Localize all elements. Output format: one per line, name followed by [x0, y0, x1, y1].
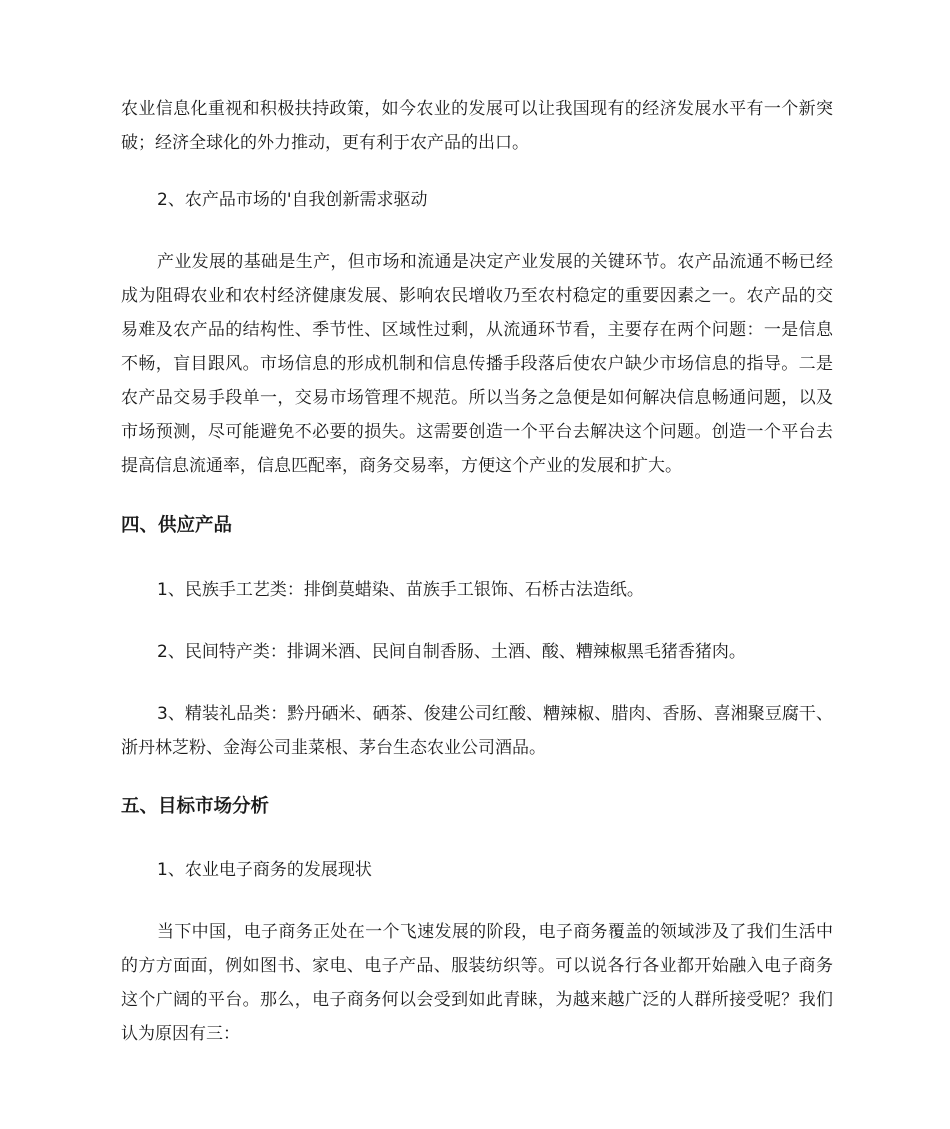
- product-item-1: 1、民族手工艺类：排倒莫蜡染、苗族手工银饰、石桥古法造纸。: [157, 580, 644, 600]
- ecom-item-1: 1、农业电子商务的发展现状: [157, 860, 372, 880]
- product-item-2: 2、民间特产类：排调米酒、民间自制香肠、土酒、酸、糟辣椒黑毛猪香猪肉。: [157, 642, 746, 662]
- ecom-paragraph: 当下中国，电子商务正处在一个飞速发展的阶段，电子商务覆盖的领域涉及了我们生活中的方方面面，例如图书、家电、电子产品、服装纺织等。可以说各行各业都开始融入电子商务这个广阔的平台。那么，电子商务何以会受到如此青睐，为越来越广泛的人群所接受呢？我们认为原因有三：: [121, 922, 833, 1044]
- product-item-3: 3、精装礼品类：黔丹硒米、硒茶、俊建公司红酸、糟辣椒、腊肉、香肠、喜湘聚豆腐干、浙丹林芝粉、金海公司韭菜根、茅台生态农业公司酒品。: [121, 704, 833, 758]
- intro-paragraph: 农业信息化重视和积极扶持政策，如今农业的发展可以让我国现有的经济发展水平有一个新突破；经济全球化的外力推动，更有利于农产品的出口。: [121, 99, 833, 153]
- heading-supply-products: 四、供应产品: [121, 515, 233, 536]
- market-paragraph: 产业发展的基础是生产，但市场和流通是决定产业发展的关键环节。农产品流通不畅已经成为阻碍农业和农村经济健康发展、影响农民增收乃至农村稳定的重要因素之一。农产品的交易难及农产品的结构性、季节性、区域性过剩，从流通环节看，主要存在两个问题：一是信息不畅，盲目跟风。市场信息的形成机制和信息传播手段落后使农户缺少市场信息的指导。二是农产品交易手段单一，交易市场管理不规范。所以当务之急便是如何解决信息畅通问题，以及市场预测，尽可能避免不必要的损失。这需要创造一个平台去解决这个问题。创造一个平台去提高信息流通率，信息匹配率，商务交易率，方便这个产业的发展和扩大。: [121, 252, 833, 476]
- market-item-2: 2、农产品市场的'自我创新需求驱动: [157, 190, 428, 210]
- heading-target-market: 五、目标市场分析: [121, 796, 270, 817]
